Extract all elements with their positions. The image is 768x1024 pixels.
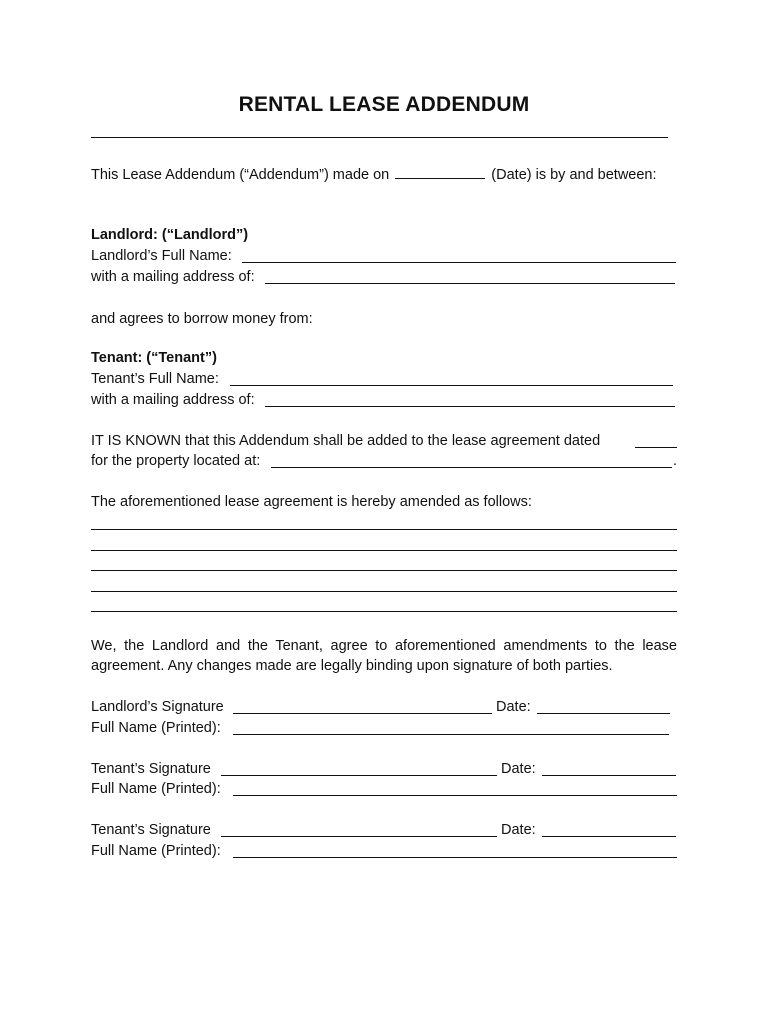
landlord-date-field[interactable]: [537, 713, 670, 714]
tenant-full-name-label: Tenant’s Full Name:: [91, 371, 219, 387]
tenant-printed-name-field[interactable]: [233, 795, 677, 796]
intro-line: [91, 165, 657, 184]
tenant-heading: Tenant: (“Tenant”): [91, 350, 217, 366]
tenant-printed-label: Full Name (Printed):: [91, 781, 221, 797]
tenant-address-field[interactable]: [265, 406, 675, 407]
tenant-2-date-label: Date:: [501, 822, 536, 838]
landlord-full-name-field[interactable]: [242, 262, 676, 263]
landlord-heading: Landlord: (“Landlord”): [91, 227, 249, 243]
amendment-line[interactable]: [91, 570, 677, 571]
connector-text: and agrees to borrow money from:: [91, 311, 313, 327]
landlord-signature-field[interactable]: [233, 713, 492, 714]
known-line-2-period: .: [673, 453, 678, 469]
landlord-address-label: with a mailing address of:: [91, 269, 255, 285]
tenant-2-signature-label: Tenant’s Signature: [91, 822, 211, 838]
tenant-date-field[interactable]: [542, 775, 676, 776]
tenant-address-label: with a mailing address of:: [91, 392, 255, 408]
amend-heading: The aforementioned lease agreement is hereby amended as follows:: [91, 494, 532, 510]
title-divider: [91, 137, 668, 138]
document-title: RENTAL LEASE ADDENDUM: [238, 93, 530, 116]
known-line-1: IT IS KNOWN that this Addendum shall be added to the lease agreement dated: [91, 433, 601, 449]
landlord-address-field[interactable]: [265, 283, 675, 284]
tenant-2-date-field[interactable]: [542, 836, 676, 837]
tenant-2-printed-name-field[interactable]: [233, 857, 677, 858]
amendment-line[interactable]: [91, 550, 677, 551]
landlord-printed-name-field[interactable]: [233, 734, 669, 735]
agreement-paragraph: We, the Landlord and the Tenant, agree to aforementioned amendments to the lease agreement. Any changes made are legally binding upon signature of both parties.: [91, 638, 677, 674]
amendment-line[interactable]: [91, 591, 677, 592]
landlord-signature-label: Landlord’s Signature: [91, 699, 224, 715]
lease-dated-field[interactable]: [635, 447, 677, 448]
tenant-signature-field[interactable]: [221, 775, 497, 776]
tenant-signature-label: Tenant’s Signature: [91, 761, 211, 777]
addendum-date-field[interactable]: [395, 165, 485, 179]
known-line-2-label: for the property located at:: [91, 453, 261, 469]
intro-before-date: This Lease Addendum (“Addendum”) made on: [91, 167, 390, 183]
intro-after-date: (Date) is by and between:: [491, 167, 657, 183]
property-address-field[interactable]: [271, 467, 672, 468]
landlord-printed-label: Full Name (Printed):: [91, 720, 221, 736]
landlord-full-name-label: Landlord’s Full Name:: [91, 248, 232, 264]
tenant-2-printed-label: Full Name (Printed):: [91, 843, 221, 859]
amendment-line[interactable]: [91, 529, 677, 530]
tenant-full-name-field[interactable]: [230, 385, 673, 386]
landlord-date-label: Date:: [496, 699, 531, 715]
tenant-date-label: Date:: [501, 761, 536, 777]
amendment-line[interactable]: [91, 611, 677, 612]
tenant-2-signature-field[interactable]: [221, 836, 497, 837]
